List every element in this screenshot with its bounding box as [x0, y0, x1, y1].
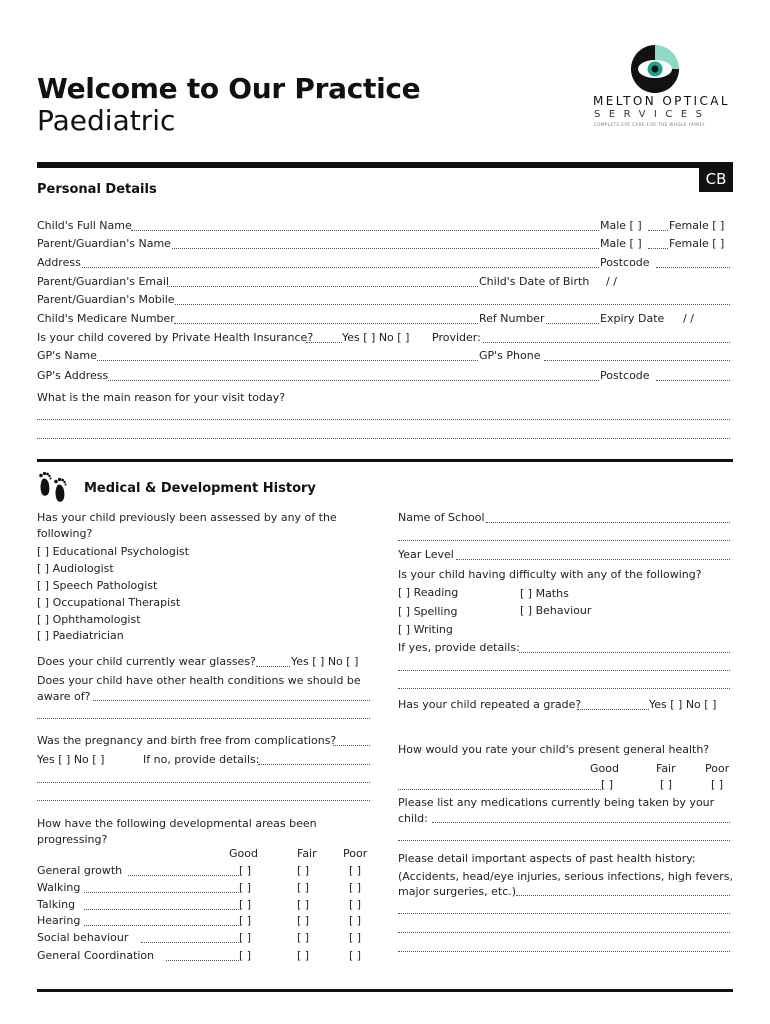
- difficulty-reading[interactable]: [ ] Reading: [398, 586, 459, 599]
- health-good-box[interactable]: [ ]: [601, 778, 614, 791]
- dev-row-good-box[interactable]: [ ]: [239, 931, 252, 944]
- parent-name-field[interactable]: [172, 248, 599, 249]
- past-history-note1: (Accidents, head/eye injuries, serious infections, high fevers,: [398, 870, 734, 883]
- address-field[interactable]: [82, 267, 599, 268]
- logo-name: MELTON OPTICAL: [593, 94, 730, 108]
- other-conditions-field-1[interactable]: [93, 700, 370, 701]
- dev-row-fair-box[interactable]: [ ]: [297, 898, 310, 911]
- postcode-label: Postcode: [600, 256, 650, 269]
- dev-row-good-box[interactable]: [ ]: [239, 864, 252, 877]
- header-divider: [37, 162, 733, 168]
- female-checkbox-1[interactable]: Female [ ]: [669, 219, 725, 232]
- dev-row-good-box[interactable]: [ ]: [239, 949, 252, 962]
- if-yes-line-2[interactable]: [398, 670, 730, 671]
- difficulty-label: Is your child having difficulty with any of the following?: [398, 568, 702, 581]
- past-history-field-3[interactable]: [398, 932, 730, 933]
- assessed-option-speech-pathologist[interactable]: [ ] Speech Pathologist: [37, 579, 158, 592]
- medical-heading: Medical & Development History: [84, 481, 316, 496]
- dev-row-label: Walking: [37, 881, 81, 894]
- pregnancy-line-3[interactable]: [37, 800, 370, 801]
- if-yes-line-3[interactable]: [398, 688, 730, 689]
- postcode-field[interactable]: [656, 267, 730, 268]
- dots: [333, 745, 370, 746]
- parent-name-label: Parent/Guardian's Name: [37, 237, 171, 250]
- logo-sub: SERVICES: [594, 109, 711, 120]
- gp-postcode-label: Postcode: [600, 369, 650, 382]
- ref-label: Ref Number: [479, 312, 545, 325]
- dots: [648, 230, 668, 231]
- gp-postcode-field[interactable]: [656, 380, 730, 381]
- dev-row-poor-box[interactable]: [ ]: [349, 898, 362, 911]
- year-label: Year Level: [398, 548, 454, 561]
- parent-email-label: Parent/Guardian's Email: [37, 275, 170, 288]
- dots: [398, 789, 601, 790]
- assessed-option-paediatrician[interactable]: [ ] Paediatrician: [37, 629, 124, 642]
- dev-row-poor-box[interactable]: [ ]: [349, 881, 362, 894]
- dev-row-fair-box[interactable]: [ ]: [297, 864, 310, 877]
- pregnancy-line-2[interactable]: [37, 782, 370, 783]
- dev-row-fair-box[interactable]: [ ]: [297, 881, 310, 894]
- expiry-field[interactable]: / /: [683, 312, 694, 325]
- meds-line1: Please list any medications currently being taken by your: [398, 796, 715, 809]
- parent-email-field[interactable]: [167, 286, 478, 287]
- health-poor-box[interactable]: [ ]: [711, 778, 724, 791]
- past-history-note2: major surgeries, etc.): [398, 885, 517, 898]
- page-title: Welcome to Our Practice: [37, 72, 421, 105]
- dev-row-label: Hearing: [37, 914, 81, 927]
- dev-row-fair-box[interactable]: [ ]: [297, 914, 310, 927]
- parent-mobile-label: Parent/Guardian's Mobile: [37, 293, 175, 306]
- glasses-label: Does your child currently wear glasses?: [37, 655, 256, 668]
- provider-field[interactable]: [483, 342, 730, 343]
- health-col-good: Good: [590, 762, 619, 775]
- gp-name-field[interactable]: [97, 360, 478, 361]
- school-line-2[interactable]: [398, 540, 730, 541]
- assessed-option-ophthamologist[interactable]: [ ] Ophthamologist: [37, 613, 141, 626]
- female-checkbox-2[interactable]: Female [ ]: [669, 237, 725, 250]
- dev-row-label: Social behaviour: [37, 931, 129, 944]
- insurance-yes-no[interactable]: Yes [ ] No [ ]: [342, 331, 410, 344]
- dev-col-poor: Poor: [343, 847, 368, 860]
- dev-row-poor-box[interactable]: [ ]: [349, 864, 362, 877]
- dev-row-fair-box[interactable]: [ ]: [297, 949, 310, 962]
- dots: [306, 342, 342, 343]
- child-name-field[interactable]: [131, 230, 599, 231]
- assessed-option-occupational-therapist[interactable]: [ ] Occupational Therapist: [37, 596, 181, 609]
- section-divider: [37, 459, 733, 462]
- dots: [648, 248, 668, 249]
- repeated-label: Has your child repeated a grade?: [398, 698, 582, 711]
- health-col-poor: Poor: [705, 762, 730, 775]
- reason-line-1[interactable]: [37, 419, 730, 420]
- logo-tagline: COMPLETE EYE CARE FOR THE WHOLE FAMILY: [594, 122, 706, 127]
- address-label: Address: [37, 256, 81, 269]
- gp-phone-field[interactable]: [544, 360, 730, 361]
- assessed-option-audiologist[interactable]: [ ] Audiologist: [37, 562, 114, 575]
- dev-row-dots: [128, 875, 239, 876]
- male-checkbox-2[interactable]: Male [ ]: [600, 237, 642, 250]
- dots: [256, 666, 290, 667]
- other-conditions-line1: Does your child have other health conditions we should be: [37, 674, 361, 687]
- dev-question-line1: How have the following developmental areas been: [37, 817, 317, 830]
- dob-label: Child's Date of Birth: [479, 275, 590, 288]
- dev-row-dots: [141, 942, 239, 943]
- dev-row-label: General Coordination: [37, 949, 155, 962]
- if-yes-label: If yes, provide details:: [398, 641, 520, 654]
- footer-divider: [37, 989, 733, 992]
- medicare-label: Child's Medicare Number: [37, 312, 175, 325]
- past-history-field-1[interactable]: [516, 895, 730, 896]
- dev-row-dots: [84, 892, 239, 893]
- gp-address-field[interactable]: [108, 380, 599, 381]
- assessed-question-line2: following?: [37, 527, 93, 540]
- gp-phone-label: GP's Phone: [479, 349, 541, 362]
- difficulty-writing[interactable]: [ ] Writing: [398, 623, 453, 636]
- dev-question-line2: progressing?: [37, 833, 108, 846]
- dev-row-label: Talking: [37, 898, 76, 911]
- expiry-label: Expiry Date: [600, 312, 665, 325]
- year-field[interactable]: [456, 559, 730, 560]
- dev-col-good: Good: [229, 847, 258, 860]
- meds-field-2[interactable]: [398, 840, 730, 841]
- past-history-field-4[interactable]: [398, 951, 730, 952]
- pregnancy-yes-no[interactable]: Yes [ ] No [ ]: [37, 753, 105, 766]
- meds-field-1[interactable]: [432, 822, 730, 823]
- page-subtitle: Paediatric: [37, 104, 176, 137]
- dev-row-dots: [84, 909, 239, 910]
- cb-badge: CB: [699, 162, 733, 192]
- dev-row-fair-box[interactable]: [ ]: [297, 931, 310, 944]
- dots: [577, 709, 649, 710]
- dev-row-poor-box[interactable]: [ ]: [349, 931, 362, 944]
- assessed-question-line1: Has your child previously been assessed by any of the: [37, 511, 337, 524]
- general-health-label: How would you rate your child's present general health?: [398, 743, 710, 756]
- past-history-label: Please detail important aspects of past health history:: [398, 852, 696, 865]
- if-no-field[interactable]: [258, 764, 370, 765]
- dev-row-poor-box[interactable]: [ ]: [349, 949, 362, 962]
- provider-label: Provider:: [432, 331, 481, 344]
- reason-label: What is the main reason for your visit today?: [37, 391, 286, 404]
- if-yes-field[interactable]: [519, 652, 730, 653]
- difficulty-behaviour[interactable]: [ ] Behaviour: [520, 604, 592, 617]
- school-label: Name of School: [398, 511, 485, 524]
- dev-row-good-box[interactable]: [ ]: [239, 914, 252, 927]
- dev-row-dots: [84, 925, 239, 926]
- health-col-fair: Fair: [656, 762, 676, 775]
- gp-name-label: GP's Name: [37, 349, 97, 362]
- meds-line2: child:: [398, 812, 428, 825]
- other-conditions-line2: aware of?: [37, 690, 91, 703]
- glasses-yes-no[interactable]: Yes [ ] No [ ]: [291, 655, 359, 668]
- dev-row-dots: [166, 960, 239, 961]
- personal-heading: Personal Details: [37, 182, 157, 197]
- child-name-label: Child's Full Name: [37, 219, 132, 232]
- dev-row-label: General growth: [37, 864, 123, 877]
- difficulty-spelling[interactable]: [ ] Spelling: [398, 605, 458, 618]
- past-history-field-2[interactable]: [398, 913, 730, 914]
- insurance-label: Is your child covered by Private Health Insurance?: [37, 331, 314, 344]
- dev-row-good-box[interactable]: [ ]: [239, 881, 252, 894]
- dev-col-fair: Fair: [297, 847, 317, 860]
- difficulty-maths[interactable]: [ ] Maths: [520, 587, 569, 600]
- eye-logo-icon: [628, 44, 684, 94]
- other-conditions-field-2[interactable]: [37, 718, 370, 719]
- footprints-icon: [37, 468, 69, 504]
- gp-address-label: GP's Address: [37, 369, 109, 382]
- if-no-label: If no, provide details:: [143, 753, 260, 766]
- health-fair-box[interactable]: [ ]: [660, 778, 673, 791]
- dev-row-poor-box[interactable]: [ ]: [349, 914, 362, 927]
- repeated-yes-no[interactable]: Yes [ ] No [ ]: [649, 698, 717, 711]
- parent-mobile-field[interactable]: [175, 304, 730, 305]
- school-field[interactable]: [486, 522, 730, 523]
- medicare-field[interactable]: [174, 323, 478, 324]
- male-checkbox-1[interactable]: Male [ ]: [600, 219, 642, 232]
- reason-line-2[interactable]: [37, 438, 730, 439]
- dev-row-good-box[interactable]: [ ]: [239, 898, 252, 911]
- pregnancy-label: Was the pregnancy and birth free from complications?: [37, 734, 337, 747]
- ref-field[interactable]: [546, 323, 599, 324]
- assessed-option-educational-psychologist[interactable]: [ ] Educational Psychologist: [37, 545, 189, 558]
- dob-field[interactable]: / /: [606, 275, 617, 288]
